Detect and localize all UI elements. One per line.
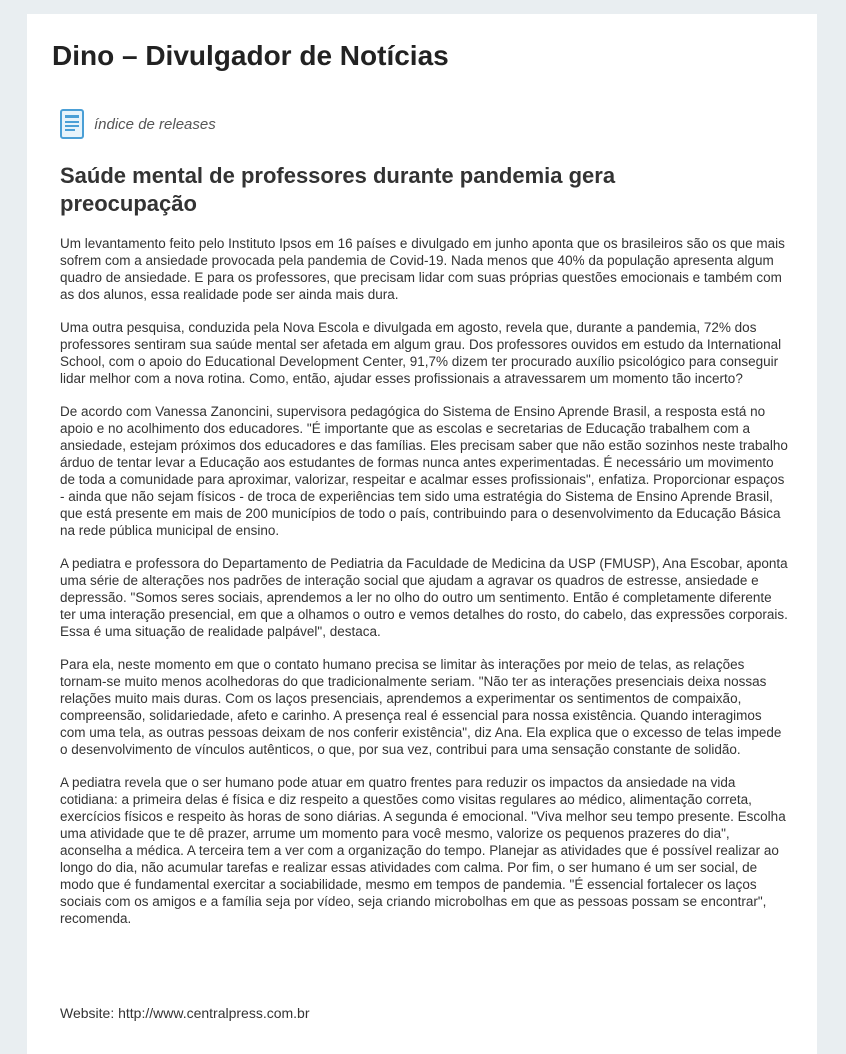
article-headline: Saúde mental de professores durante pandemia gera preocupação — [60, 163, 616, 216]
article-paragraph: A pediatra revela que o ser humano pode atuar em quatro frentes para reduzir os impactos da ansiedade na vida cotidiana: a primeira delas é física e diz respeito a questões como visitas regulares ao médico, alimentação correta, exercícios físicos e respeito às horas de sono diárias. A segunda é emocional. "Viva melhor seu tempo presente. Escolha uma atividade que te dê prazer, arrume um momento para você mesmo, valorize os pequenos prazeres do dia", aconselha a médica. A terceira tem a ver com a organização do tempo. Planejar as atividades que é possível realizar ao longo do dia, não acumular tarefas e realizar essas atividades com calma. Por fim, o ser humano é um ser social, de modo que é fundamental exercitar a sociabilidade, mesmo em tempos de pandemia. "É essencial fortalecer os laços sociais com os amigos e a família seja por vídeo, seja criando microbolhas em que as pessoas possam se encontrar", recomenda. — [60, 775, 786, 926]
releases-index-link[interactable] — [60, 109, 216, 139]
site-title: Dino – Divulgador de Notícias — [52, 40, 449, 71]
article-body — [60, 235, 788, 943]
website-link[interactable]: http://www.centralpress.com.br — [118, 1005, 310, 1021]
article-paragraph: De acordo com Vanessa Zanoncini, supervisora pedagógica do Sistema de Ensino Aprende Brasil, a resposta está no apoio e no acolhimento dos educadores. "É importante que as escolas e secretarias de Educação trabalhem com a ansiedade, estejam próximos dos educadores e das famílias. Eles precisam saber que não estão sozinhos neste trabalho árduo de tentar levar a Educação aos estudantes de formas nunca antes experimentadas. É necessário um movimento de toda a comunidade para aproximar, valorizar, respeitar e acalmar esses profissionais", enfatiza. Proporcionar espaços - ainda que não sejam físicos - de troca de experiências tem sido uma estratégia do Sistema de Ensino Aprende Brasil, que está presente em mais de 200 municípios de todo o país, contribuindo para o desenvolvimento da Educação Básica na rede pública municipal de ensino. — [60, 404, 788, 538]
article-paragraph: A pediatra e professora do Departamento de Pediatria da Faculdade de Medicina da USP (FMUSP), Ana Escobar, aponta uma série de alterações nos padrões de interação social que ajudam a agravar os quadros de estresse, ansiedade e depressão. "Somos seres sociais, aprendemos a ler no olho do outro um sentimento. Então é completamente diferente ter uma interação presencial, em que a olhamos o outro e vemos detalhes do rosto, do cabelo, das expressões corporais. Essa é uma situação de realidade palpável", destaca. — [60, 556, 788, 639]
website-line — [60, 1005, 310, 1021]
website-label: Website: — [60, 1005, 119, 1021]
releases-index-label: índice de releases — [94, 115, 216, 133]
document-icon — [60, 109, 84, 139]
content-card — [27, 14, 817, 1054]
article-paragraph: Para ela, neste momento em que o contato humano precisa se limitar às interações por meio de telas, as relações tornam-se muito menos acolhedoras do que tradicionalmente seriam. "Não ter as interações presenciais deixa nossas relações muito mais duras. Com os laços presenciais, aprendemos a experimentar os sentimentos de compaixão, compreensão, solidariedade, afeto e carinho. A presença real é essencial para nossa existência. Quando interagimos com uma tela, as outras pessoas deixam de nos conferir existência", diz Ana. Ela explica que o excesso de telas impede o desenvolvimento de vínculos autênticos, o que, por sua vez, contribui para uma sensação constante de solidão. — [60, 657, 782, 757]
article-paragraph: Uma outra pesquisa, conduzida pela Nova Escola e divulgada em agosto, revela que, durante a pandemia, 72% dos professores sentiram sua saúde mental ser afetada em algum grau. Dos professores ouvidos em estudo da International School, com o apoio do Educational Development Center, 91,7% dizem ter procurado auxílio psicológico para conseguir lidar melhor com a nova rotina. Como, então, ajudar esses profissionais a atravessarem um momento tão incerto? — [60, 320, 782, 386]
article-paragraph: Um levantamento feito pelo Instituto Ipsos em 16 países e divulgado em junho aponta que os brasileiros são os que mais sofrem com a ansiedade provocada pela pandemia de Covid-19. Nada menos que 40% da população apresenta algum quadro de ansiedade. E para os professores, que precisam lidar com suas próprias questões emocionais e também com as dos alunos, essa realidade pode ser ainda mais dura. — [60, 236, 785, 302]
